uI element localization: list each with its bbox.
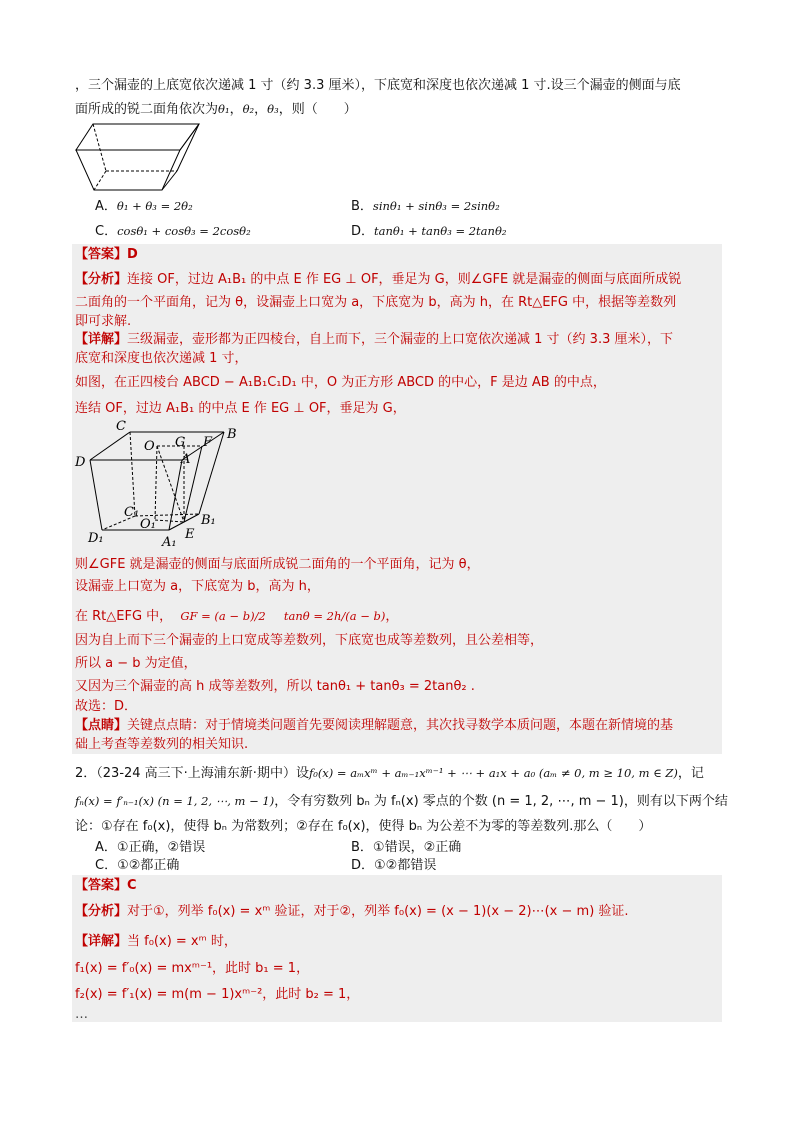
q2-stem-line3: 论：①存在 f₀(x)，使得 bₙ 为常数列；②存在 f₀(x)，使得 bₙ 为公差不为零的等差数列.那么（ ） — [75, 819, 652, 834]
figure-label: C — [116, 419, 126, 434]
q1-answer: 【答案】D — [75, 247, 138, 262]
f0-definition: f₀(x) = aₘxᵐ + aₘ₋₁xᵐ⁻¹ + ⋯ + a₁x + a₀ (aₘ ≠ 0, m ≥ 10, m ∈ Z) — [308, 766, 678, 780]
figure-label: B — [227, 427, 237, 442]
q1-analysis-line3: 即可求解. — [75, 314, 132, 329]
q1-point-line2: 础上考查等差数列的相关知识. — [75, 737, 249, 752]
q2-answer: 【答案】C — [75, 878, 137, 893]
q1-detail-line5: 则∠GFE 就是漏壶的侧面与底面所成锐二面角的一个平面角，记为 θ， — [75, 557, 480, 572]
q1-option-b[interactable]: B．sinθ₁ + sinθ₃ = 2sinθ₂ — [351, 199, 500, 214]
q1-detail-line11: 故选：D． — [75, 699, 138, 714]
figure-label: A — [181, 452, 191, 467]
q2-analysis: 【分析】对于①，列举 f₀(x) = xᵐ 验证，对于②，列举 f₀(x) = (x − 1)(x − 2)⋯(x − m) 验证. — [75, 904, 629, 919]
figure-label: B₁ — [201, 513, 216, 528]
q2-detail-line2: f₁(x) = f′₀(x) = mxᵐ⁻¹，此时 b₁ = 1， — [75, 961, 310, 976]
figure-label: A₁ — [162, 535, 177, 550]
q2-detail-ellipsis: … — [75, 1007, 88, 1022]
funnel-front-face — [76, 150, 180, 190]
fn-definition: fₙ(x) = f′ₙ₋₁(x) (n = 1, 2, ⋯, m − 1) — [75, 794, 275, 808]
funnel-top-face — [76, 124, 199, 150]
figure-label: D — [75, 455, 86, 470]
q1-detail-line6: 设漏壶上口宽为 a，下底宽为 b，高为 h， — [75, 579, 320, 594]
q2-stem-line1: 2．（23-24 高三下·上海浦东新·期中）设f₀(x) = aₘxᵐ + aₘ₋₁xᵐ⁻¹ + ⋯ + a₁x + a₀ (aₘ ≠ 0, m ≥ 10, m ∈ Z)，记 — [75, 766, 704, 781]
theta2: θ₂ — [242, 102, 255, 116]
theta1: θ₁ — [218, 102, 230, 116]
figure-label: E — [185, 527, 195, 542]
q2-option-c[interactable]: C．①②都正确 — [95, 858, 180, 873]
q1-option-a[interactable]: A．θ₁ + θ₃ = 2θ₂ — [95, 199, 193, 214]
q1-point-line1: 【点睛】关键点点睛：对于情境类问题首先要阅读理解题意，其次找寻数学本质问题，本题在新情境的基 — [75, 718, 674, 733]
figure-label: G — [175, 435, 186, 450]
q2-option-a[interactable]: A．①正确，②错误 — [95, 840, 206, 855]
q2-detail-line3: f₂(x) = f′₁(x) = m(m − 1)xᵐ⁻²，此时 b₂ = 1， — [75, 987, 360, 1002]
q1-detail-line8: 因为自上而下三个漏壶的上口宽成等差数列，下底宽也成等差数列，且公差相等， — [75, 633, 544, 648]
q1-option-c[interactable]: C．cosθ₁ + cosθ₃ = 2cosθ₂ — [95, 224, 251, 239]
q1-analysis-line1: 【分析】连接 OF，过边 A₁B₁ 的中点 E 作 EG ⊥ OF，垂足为 G，则∠GFE 就是漏壶的侧面与底面所成锐 — [75, 272, 682, 287]
figure-label: C₁ — [124, 505, 140, 520]
q1-option-d[interactable]: D．tanθ₁ + tanθ₃ = 2tanθ₂ — [351, 224, 507, 239]
q1-funnel-figure — [72, 118, 200, 194]
q1-detail-line7: 在 Rt△EFG 中， GF = (a − b)/2 tanθ = 2h/(a − b)， — [75, 609, 399, 624]
q2-option-d[interactable]: D．①②都错误 — [351, 858, 437, 873]
tan-equation: tanθ = 2h/(a − b) — [283, 609, 386, 623]
q2-detail-line1: 【详解】当 f₀(x) = xᵐ 时， — [75, 934, 237, 949]
q1-detail-line4: 连结 OF，过边 A₁B₁ 的中点 E 作 EG ⊥ OF，垂足为 G， — [75, 401, 406, 416]
theta3: θ₃ — [267, 102, 279, 116]
q1-stem-line2: 面所成的锐二面角依次为θ₁，θ₂，θ₃，则（ ） — [75, 102, 357, 117]
q1-detail-line1: 【详解】三级漏壶，壶形都为正四棱台，自上而下，三个漏壶的上口宽依次递减 1 寸（约 3.3 厘米），下 — [75, 332, 673, 347]
q2-option-b[interactable]: B．①错误，②正确 — [351, 840, 462, 855]
q1-detail-line2: 底宽和深度也依次递减 1 寸， — [75, 351, 248, 366]
q1-stem-line1: ，三个漏壶的上底宽依次递减 1 寸（约 3.3 厘米），下底宽和深度也依次递减 1 寸.设三个漏壶的侧面与底 — [75, 78, 681, 93]
q1-detail-line10: 又因为三个漏壶的高 h 成等差数列，所以 tanθ₁ + tanθ₃ = 2tanθ₂ . — [75, 679, 475, 694]
q2-stem-line2: fₙ(x) = f′ₙ₋₁(x) (n = 1, 2, ⋯, m − 1)，令有穷数列 bₙ 为 fₙ(x) 零点的个数 (n = 1, 2, ⋯, m − 1)，则有以下两个结 — [75, 794, 728, 809]
q1-detail-line9: 所以 a − b 为定值， — [75, 656, 197, 671]
figure-label: O₁ — [140, 517, 156, 532]
figure-label: F — [203, 435, 213, 450]
q1-analysis-line2: 二面角的一个平面角，记为 θ，设漏壶上口宽为 a，下底宽为 b，高为 h，在 Rt△EFG 中，根据等差数列 — [75, 295, 677, 310]
q1-frustum-figure — [72, 418, 242, 550]
q1-detail-line3: 如图，在正四棱台 ABCD − A₁B₁C₁D₁ 中，O 为正方形 ABCD 的中心，F 是边 AB 的中点， — [75, 375, 606, 390]
gf-equation: GF = (a − b)/2 — [180, 609, 266, 623]
figure-label: D₁ — [88, 531, 104, 546]
figure-label: O — [144, 439, 155, 454]
